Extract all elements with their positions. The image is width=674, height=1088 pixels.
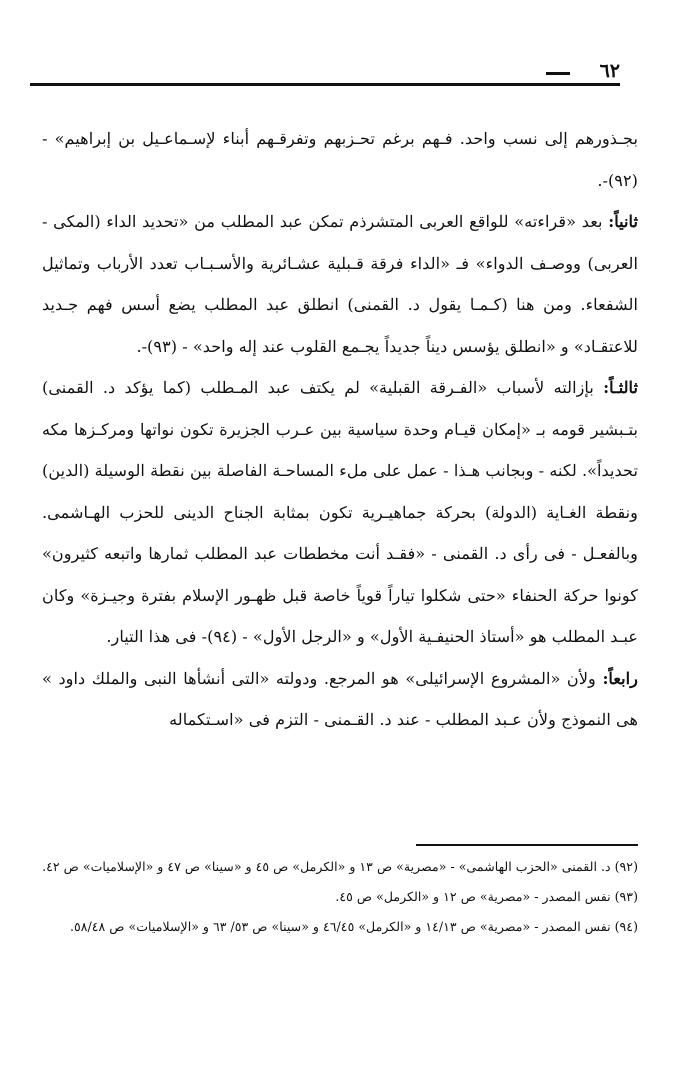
paragraph-4	[42, 658, 638, 741]
paragraph-text: بإزالته لأسباب «الفـرقة القبلية» لم يكتف عبد المـطلب (كما يؤكد د. القمنى) بتـبشير قومه بـ «إمكان قيـام وحدة سياسية بين عـرب الجزيرة تكون نواتها ومركـزها مكه تحديداً». لكنه - وبجانب هـذا - عمل على ملء المساحـة الفاصلة بين نقطة الوسيلة (الدين) ونقطة الغـاية (الدولة) بحركة جماهيـرية تكون بمثابة الجناح الدينى للحزب الهـاشمى. وبالفعـل - فى رأى د. القمنى - «فقـد أنت مخططات عبد المطلب ثمارها واتبعه كثيرون» كونوا حركة الحنفاء «حتى شكلوا تياراً قوياً خاصة قبل ظهـور الإسلام بفترة وجيـزة» وكان عبـد المطلب هو «أستاذ الحنيفـية الأول» و «الرجل الأول» - (٩٤)- فى هذا التيار.	[42, 378, 638, 646]
footnote-93: (٩٣) نفس المصدر - «مصرية» ص ١٢ و «الكرمل» ص ٤٥.	[335, 889, 638, 904]
paragraph-lead: ثانياً:	[608, 212, 638, 231]
header-rule	[30, 83, 620, 86]
paragraph-text: بعد «قراءته» للواقع العربى المتشرذم تمكن عبد المطلب من «تحديد الداء (المكى - العربى) ووصـف الدواء» فـ «الداء فرقة قـبلية عشـائرية والأسـبـاب تعدد الأرباب وتماثيل الشفعاء. ومن هنا (كـمـا يقول د. القمنى) انطلق عبد المطلب يضع أسس فهم جـديد للاعتقـاد» و «انطلق يؤسس ديناً جديداً يجـمع القلوب عند إله واحد» - (٩٣)-.	[42, 212, 638, 356]
page-number: ٦٢	[599, 60, 620, 82]
body-text	[42, 118, 638, 741]
page-header	[30, 60, 620, 92]
footnote-separator	[416, 844, 638, 846]
footnote-94: (٩٤) نفس المصدر - «مصرية» ص ١٤/١٣ و «الكرمل» ٤٦/٤٥ و «سينا» ص ٥٣/ ٦٣ و «الإسلاميات» ص ٥٨/٤٨.	[69, 919, 638, 934]
footnotes	[38, 852, 638, 942]
paragraph-text: بجـذورهم إلى نسب واحد. فـهم برغم تحـزبهم وتفرقـهم أبناء لإسـماعـيل بن إبراهيم» - (٩٢)-.	[42, 129, 638, 190]
paragraph-1	[42, 118, 638, 201]
page-number-dash	[546, 72, 570, 75]
paragraph-lead: ثالثـاً:	[603, 378, 638, 397]
paragraph-lead: رابعاً:	[602, 668, 638, 688]
paragraph-2	[42, 201, 638, 367]
paragraph-3	[42, 367, 638, 658]
paragraph-text: ولأن «المشروع الإسرائيلى» هو المرجع. ودولته «التى أنشأها النبى والملك داود » هى النموذج ولأن عـبد المطلب - عند د. القـمنى - التزم فى «اسـتكماله	[42, 668, 638, 729]
footnote-92: (٩٢) د. القمنى «الحزب الهاشمى» - «مصرية» ص ١٣ و «الكرمل» ص ٤٥ و «سينا» ص ٤٧ و «الإسلاميات» ص ٤٢.	[42, 859, 638, 874]
